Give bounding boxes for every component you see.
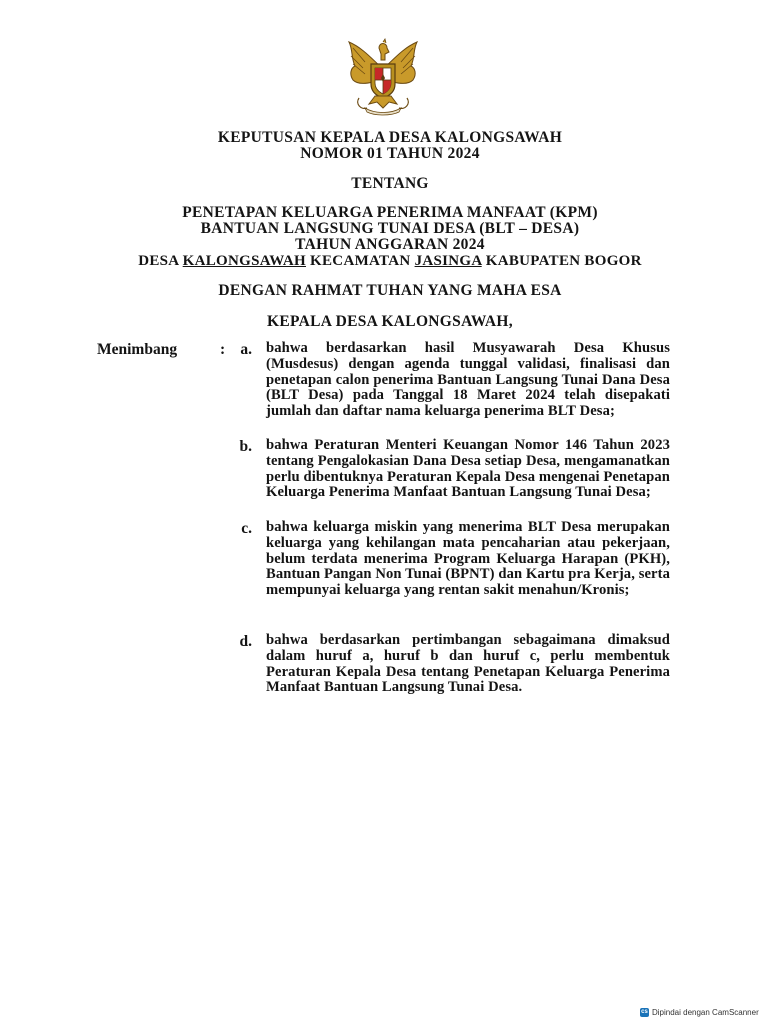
- consideration-letter: b.: [239, 438, 252, 455]
- decree-title: KEPUTUSAN KEPALA DESA KALONGSAWAH: [217, 129, 563, 146]
- subject-line-4-part: DESA: [138, 253, 183, 269]
- district-name: JASINGA: [414, 253, 482, 269]
- consideration-letter: c.: [241, 520, 252, 537]
- consideration-text: bahwa keluarga miskin yang menerima BLT Desa merupakan keluarga yang kehilangan mata pencaharian atau pekerjaan, belum terdata menerima Program Keluarga Harapan (PKH), Bantuan Pangan Non Tunai (BPNT) dan Kartu pra Kerja, serta mempunyai keluarga yang rentan sakit menahun/Kronis;: [266, 519, 670, 599]
- subject-line-4: [60, 253, 720, 269]
- subject-line-1: PENETAPAN KELUARGA PENERIMA MANFAAT (KPM): [182, 204, 598, 221]
- tentang-heading: TENTANG: [351, 175, 429, 192]
- scanner-watermark-text: Dipindai dengan CamScanner: [652, 1008, 759, 1017]
- subject-line-4-part: KABUPATEN BOGOR: [481, 253, 642, 269]
- issuing-official: KEPALA DESA KALONGSAWAH,: [267, 313, 513, 330]
- subject-line-3: TAHUN ANGGARAN 2024: [295, 236, 485, 253]
- subject-line-4-part: KECAMATAN: [305, 253, 415, 269]
- garuda-emblem-icon: [335, 38, 431, 118]
- village-name: KALONGSAWAH: [182, 253, 306, 269]
- opening-formula: DENGAN RAHMAT TUHAN YANG MAHA ESA: [218, 282, 562, 299]
- consideration-text: bahwa berdasarkan pertimbangan sebagaimana dimaksud dalam huruf a, huruf b dan huruf c, perlu membentuk Peraturan Kepala Desa tentang Penetapan Keluarga Penerima Manfaat Bantuan Langsung Tunai Desa.: [266, 632, 670, 696]
- consideration-text: bahwa Peraturan Menteri Keuangan Nomor 146 Tahun 2023 tentang Pengalokasian Dana Desa setiap Desa, mengamanatkan perlu dibentuknya Peraturan Kepala Desa mengenai Penetapan Keluarga Penerima Manfaat Bantuan Langsung Tunai Desa;: [266, 437, 670, 501]
- decree-number: NOMOR 01 TAHUN 2024: [300, 145, 480, 162]
- menimbang-label: Menimbang: [97, 341, 178, 358]
- subject-line-2: BANTUAN LANGSUNG TUNAI DESA (BLT – DESA): [200, 220, 580, 237]
- camscanner-icon: cs: [641, 1009, 648, 1015]
- consideration-letter: a.: [240, 341, 252, 358]
- consideration-text: bahwa berdasarkan hasil Musyawarah Desa Khusus (Musdesus) dengan agenda tunggal validasi, finalisasi dan penetapan calon penerima Bantuan Langsung Tunai Dana Desa (BLT Desa) pada Tanggal 18 Maret 2024 telah disepakati jumlah dan daftar nama keluarga penerima BLT Desa;: [266, 340, 670, 420]
- consideration-letter: d.: [239, 633, 252, 650]
- menimbang-colon: :: [220, 341, 226, 358]
- scanner-watermark: [640, 1008, 759, 1017]
